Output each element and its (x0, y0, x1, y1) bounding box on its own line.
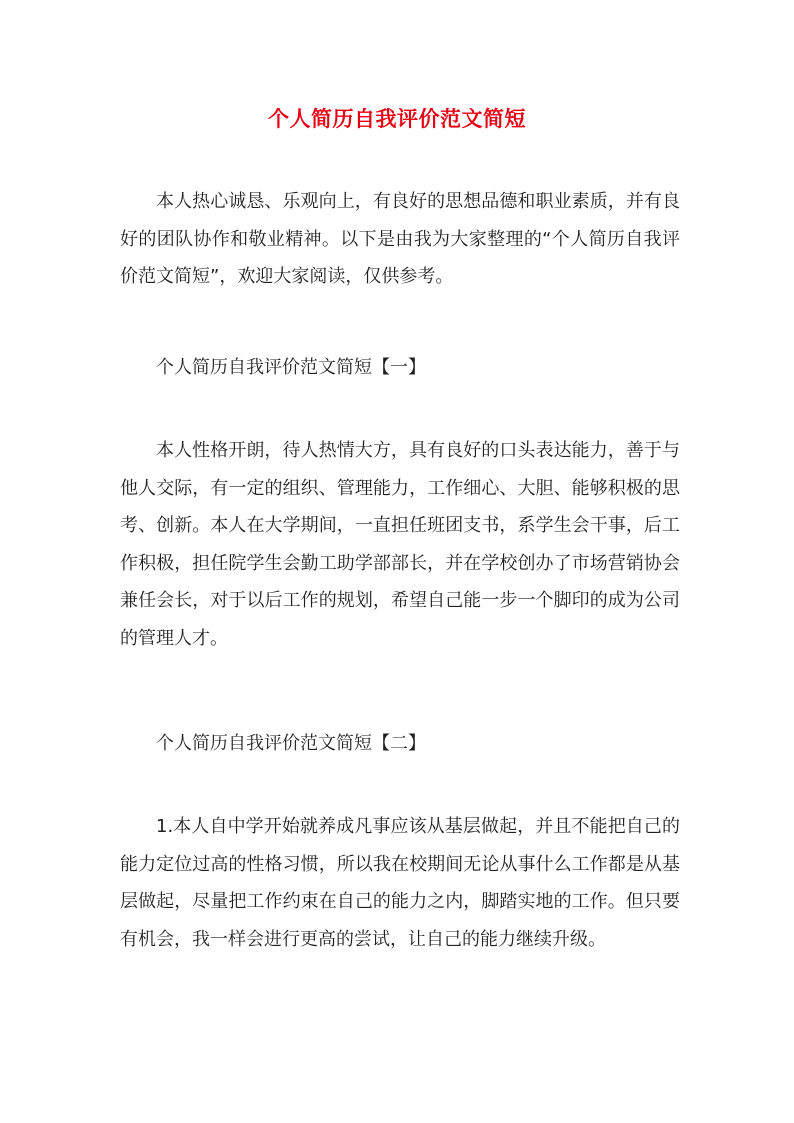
section-1-paragraph: 本人性格开朗，待人热情大方，具有良好的口头表达能力，善于与他人交际，有一定的组织、管理能力，工作细心、大胆、能够积极的思考、创新。本人在大学期间，一直担任班团支书，系学生会干事，后工作积极，担任院学生会勤工助学部部长，并在学校创办了市场营销协会兼任会长，对于以后工作的规划，希望自己能一步一个脚印的成为公司的管理人才。 (120, 440, 680, 649)
section-1-heading: 个人简历自我评价范文简短【一】 (156, 357, 426, 378)
section-2-heading: 个人简历自我评价范文简短【二】 (156, 733, 426, 754)
intro-paragraph: 本人热心诚恳、乐观向上，有良好的思想品德和职业素质，并有良好的团队协作和敬业精神。以下是由我为大家整理的“个人简历自我评价范文简短”，欢迎大家阅读，仅供参考。 (120, 191, 680, 287)
document-title: 个人简历自我评价范文简短 (268, 107, 526, 131)
section-2-paragraph: 1.本人自中学开始就养成凡事应该从基层做起，并且不能把自己的能力定位过高的性格习惯，所以我在校期间无论从事什么工作都是从基层做起，尽量把工作约束在自己的能力之内，脚踏实地的工作。但只要有机会，我一样会进行更高的尝试，让自己的能力继续升级。 (120, 816, 680, 950)
